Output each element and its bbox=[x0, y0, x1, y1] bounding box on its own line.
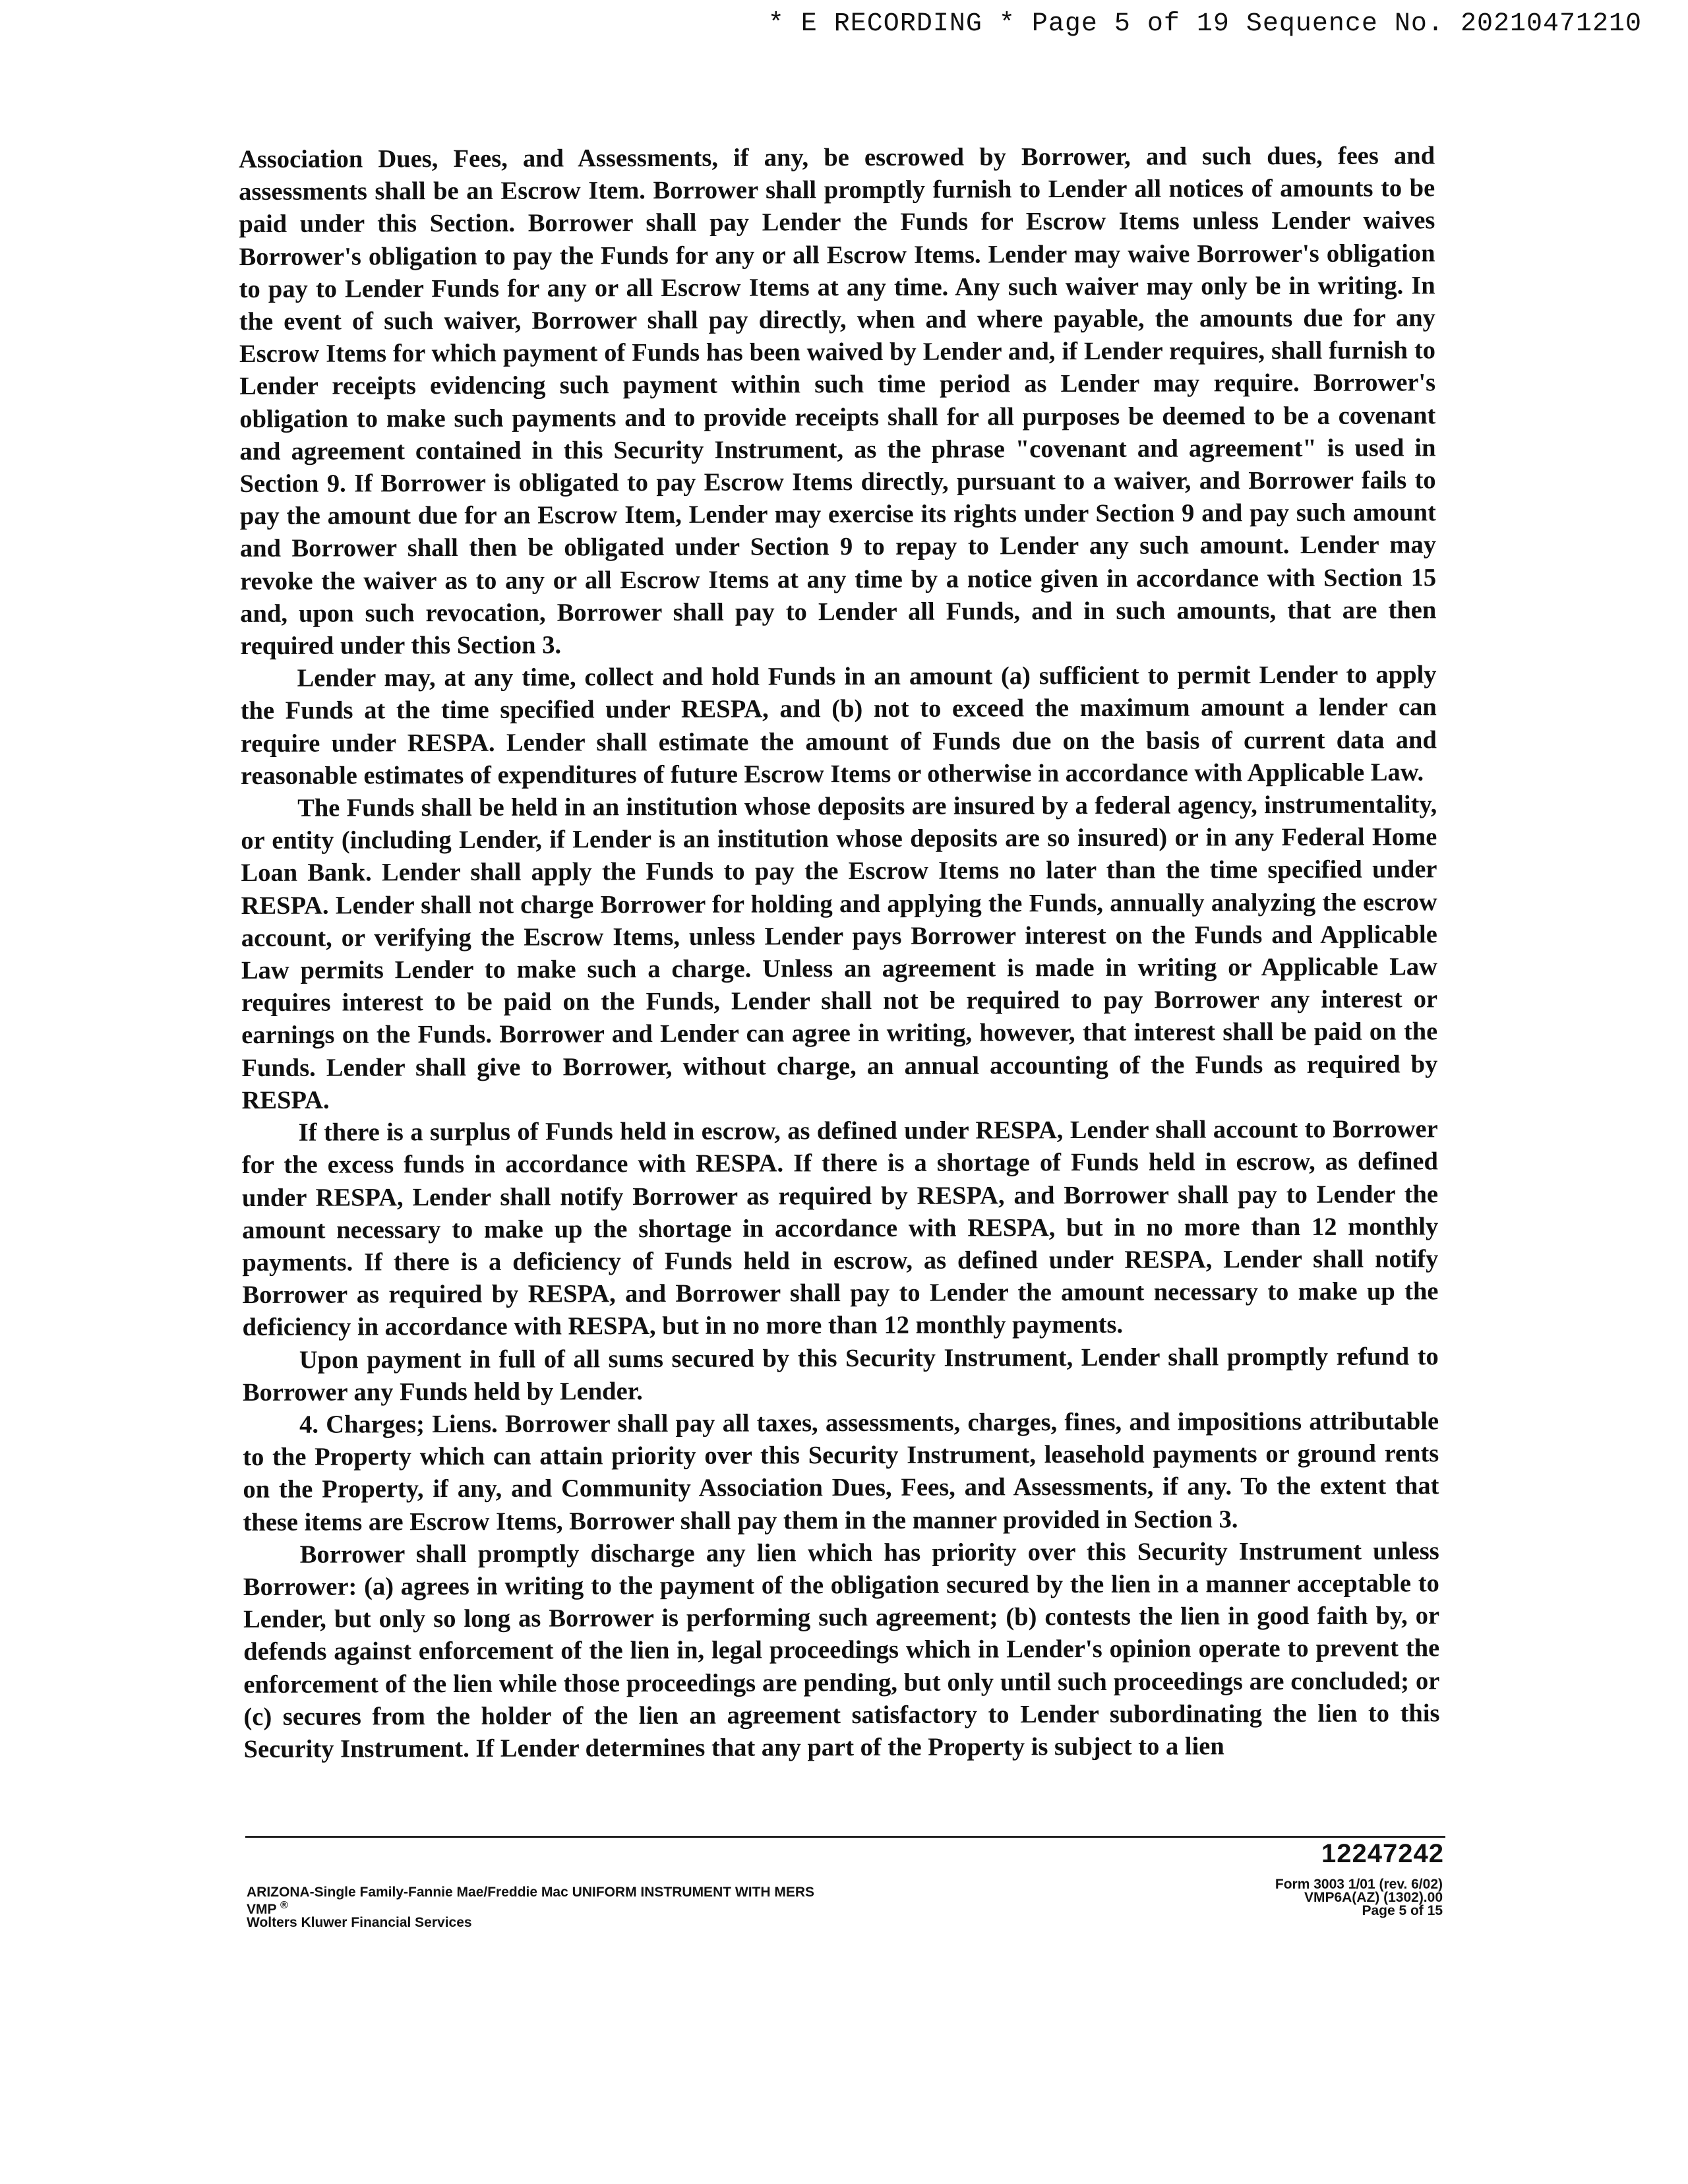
form-code: VMP6A(AZ) (1302).00 bbox=[1304, 1890, 1443, 1905]
document-body bbox=[239, 140, 1440, 1766]
registered-mark: ® bbox=[280, 1900, 288, 1911]
paragraph: 4. Charges; Liens. Borrower shall pay all taxes, assessments, charges, fines, and impositions attributable to the Property which can attain priority over this Security Instrument, leasehold payments or ground rents on the Property, if any, and Community Association Dues, Fees, and Assessments, if any. To the extent that these items are Escrow Items, Borrower shall pay them in the manner provided in Section 3. bbox=[243, 1407, 1439, 1536]
paragraph: The Funds shall be held in an institution whose deposits are insured by a federal agency, instrumentality, or entity (including Lender, if Lender is an institution whose deposits are so insured) or in any Federal Home Loan Bank. Lender shall apply the Funds to pay the Escrow Items no later than the time specified under RESPA. Lender shall not charge Borrower for holding and applying the Funds, annually analyzing the escrow account, or verifying the Escrow Items, unless Lender pays Borrower interest on the Funds and Applicable Law permits Lender to make such a charge. Unless an agreement is made in writing or Applicable Law requires interest to be paid on the Funds, Lender shall not be required to pay Borrower any interest or earnings on the Funds. Borrower and Lender can agree in writing, however, that interest shall be paid on the Funds. Lender shall give to Borrower, without charge, an annual accounting of the Funds as required by RESPA. bbox=[241, 791, 1438, 1114]
paragraph: Upon payment in full of all sums secured by this Security Instrument, Lender shall promptly refund to Borrower any Funds held by Lender. bbox=[242, 1342, 1439, 1407]
publisher-name: Wolters Kluwer Financial Services bbox=[247, 1915, 472, 1930]
recording-stamp: * E RECORDING * Page 5 of 19 Sequence No. 20210471210 bbox=[768, 9, 1642, 39]
paragraph: Lender may, at any time, collect and hold Funds in an amount (a) sufficient to permit Lender to apply the Funds at the time specified under RESPA, and (b) not to exceed the maximum amount a lender can require under RESPA. Lender shall estimate the amount of Funds due on the basis of current data and reasonable estimates of expenditures of future Escrow Items or otherwise in accordance with Applicable Law. bbox=[240, 661, 1437, 790]
paragraph: If there is a surplus of Funds held in escrow, as defined under RESPA, Lender shall account to Borrower for the excess funds in accordance with RESPA. If there is a shortage of Funds held in escrow, as defined under RESPA, Lender shall notify Borrower as required by RESPA, and Borrower shall pay to Lender the amount necessary to make up the shortage in accordance with RESPA, but in no more than 12 monthly payments. If there is a deficiency of Funds held in escrow, as defined under RESPA, Lender shall notify Borrower as required by RESPA, and Borrower shall pay to Lender the amount necessary to make up the deficiency in accordance with RESPA, but in no more than 12 monthly payments. bbox=[241, 1115, 1439, 1342]
form-page-number: Page 5 of 15 bbox=[1362, 1903, 1443, 1918]
form-title: ARIZONA-Single Family-Fannie Mae/Freddie Mac UNIFORM INSTRUMENT WITH MERS bbox=[247, 1885, 815, 1900]
paragraph: Association Dues, Fees, and Assessments, if any, be escrowed by Borrower, and such dues, fees and assessments shall be an Escrow Item. Borrower shall promptly furnish to Lender all notices of amounts to be paid under this Section. Borrower shall pay Lender the Funds for Escrow Items unless Lender waives Borrower's obligation to pay the Funds for any or all Escrow Items. Lender may waive Borrower's obligation to pay to Lender Funds for any or all Escrow Items at any time. Any such waiver may only be in writing. In the event of such waiver, Borrower shall pay directly, when and where payable, the amounts due for any Escrow Items for which payment of Funds has been waived by Lender and, if Lender requires, shall furnish to Lender receipts evidencing such payment within such time period as Lender may require. Borrower's obligation to make such payments and to provide receipts shall for all purposes be deemed to be a covenant and agreement contained in this Security Instrument, as the phrase "covenant and agreement" is used in Section 9. If Borrower is obligated to pay Escrow Items directly, pursuant to a waiver, and Borrower fails to pay the amount due for an Escrow Item, Lender may exercise its rights under Section 9 and pay such amount and Borrower shall then be obligated under Section 9 to repay to Lender any such amount. Lender may revoke the waiver as to any or all Escrow Items at any time by a notice given in accordance with Section 15 and, upon such revocation, Borrower shall pay to Lender all Funds, and in such amounts, that are then required under this Section 3. bbox=[239, 142, 1437, 661]
paragraph: Borrower shall promptly discharge any lien which has priority over this Security Instrument unless Borrower: (a) agrees in writing to the payment of the obligation secured by the lien in a manner acceptable to Lender, but only so long as Borrower is performing such agreement; (b) contests the lien in good faith by, or defends against enforcement of the lien in, legal proceedings which in Lender's opinion operate to prevent the enforcement of the lien while those proceedings are pending, but only until such proceedings are concluded; or (c) secures from the holder of the lien an agreement satisfactory to Lender subordinating the lien to this Security Instrument. If Lender determines that any part of the Property is subject to a lien bbox=[243, 1537, 1440, 1763]
vmp-label: VMP bbox=[247, 1902, 277, 1917]
form-number: Form 3003 1/01 (rev. 6/02) bbox=[1275, 1877, 1443, 1892]
loan-number: 12247242 bbox=[1321, 1839, 1444, 1868]
form-description bbox=[247, 1886, 814, 1929]
vmp-line bbox=[247, 1899, 814, 1916]
form-identifier bbox=[1275, 1878, 1443, 1918]
footer-divider bbox=[245, 1836, 1445, 1838]
